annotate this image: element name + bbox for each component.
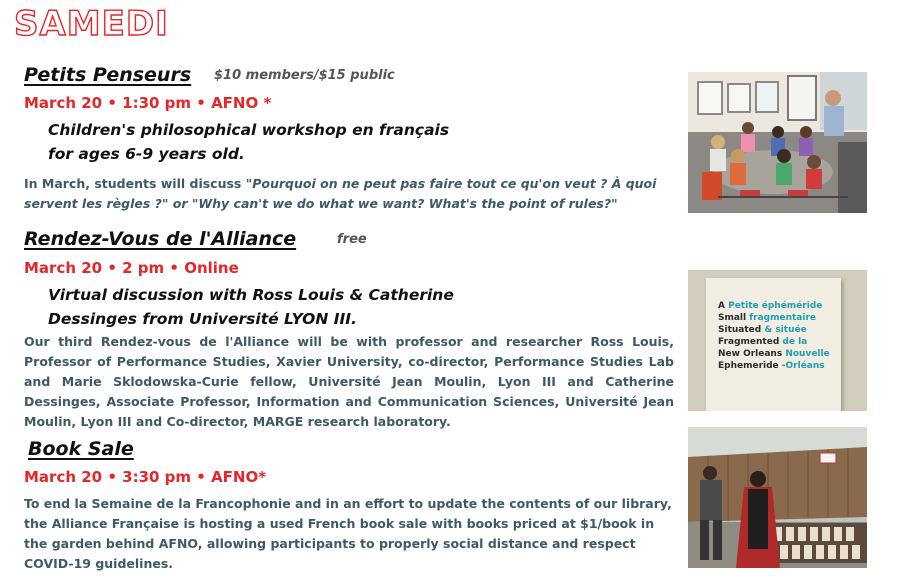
card-line-fr: & située bbox=[764, 325, 807, 335]
event-title-rendez-vous: Rendez-Vous de l'Alliance bbox=[24, 228, 297, 250]
event-subtitle-line-2: Dessinges from Université LYON III. bbox=[48, 310, 357, 328]
classroom-photo bbox=[688, 72, 867, 213]
book-sale-photo bbox=[688, 427, 867, 568]
card-line-en: A bbox=[718, 301, 729, 311]
card-line-en: Fragmented bbox=[718, 337, 783, 347]
description-quote: "Pourquoi on ne peut pas faire tout ce qu'on veut ? À quoi servent les règles ?" or "Why can't we do what we want? What's the point of rules?" bbox=[24, 176, 657, 211]
card-line-fr: Petite éphéméride bbox=[728, 301, 823, 311]
event-datetime: March 20 • 3:30 pm • AFNO* bbox=[24, 468, 267, 486]
card-line-fr: de la bbox=[782, 337, 808, 347]
event-subtitle-line-1: Children's philosophical workshop en français bbox=[48, 121, 450, 139]
card-line-en: New Orleans bbox=[718, 349, 786, 359]
card-line-fr: Nouvelle bbox=[785, 349, 830, 359]
card-line-en: Small bbox=[718, 313, 750, 323]
event-description: Our third Rendez-vous de l'Alliance will be with professor and researcher Ross Louis, Professor of Performance Studies, Xavier University, co-director, Performance Studies Lab and Marie Sklodowska-Curie fellow, Université Jean Moulin, Lyon III and Catherine Dessinges, Associate Professor, Information and Communication Sciences, Université Jean Moulin, Lyon III and Co-director, MARGE research laboratory. bbox=[24, 334, 674, 429]
card-line-fr: -Orléans bbox=[781, 361, 825, 371]
event-description bbox=[24, 174, 674, 214]
event-price: free bbox=[337, 232, 367, 247]
card-line-fr: fragmentaire bbox=[749, 313, 817, 323]
event-price: $10 members/$15 public bbox=[214, 68, 395, 83]
ephemeride-card-photo bbox=[688, 270, 867, 411]
event-title-book-sale: Book Sale bbox=[28, 438, 134, 460]
event-subtitle-line-1: Virtual discussion with Ross Louis & Catherine bbox=[48, 286, 454, 304]
event-datetime: March 20 • 2 pm • Online bbox=[24, 259, 239, 277]
day-title: SAMEDI bbox=[14, 4, 169, 44]
event-title-petits-penseurs: Petits Penseurs bbox=[24, 64, 192, 86]
card bbox=[706, 278, 841, 411]
card-line-en: Situated bbox=[718, 325, 765, 335]
event-datetime: March 20 • 1:30 pm • AFNO * bbox=[24, 94, 272, 112]
description-lead: In March, students will discuss bbox=[24, 176, 246, 191]
card-line-en: Ephemeride bbox=[718, 361, 782, 371]
event-subtitle-line-2: for ages 6-9 years old. bbox=[48, 145, 245, 163]
event-description: To end la Semaine de la Francophonie and in an effort to update the contents of our library, the Alliance Française is hosting a used French book sale with books priced at $1/book in the garden behind AFNO, allowing participants to properly social distance and respect COVID-19 guidelines. bbox=[24, 496, 672, 571]
card-text bbox=[718, 300, 830, 372]
